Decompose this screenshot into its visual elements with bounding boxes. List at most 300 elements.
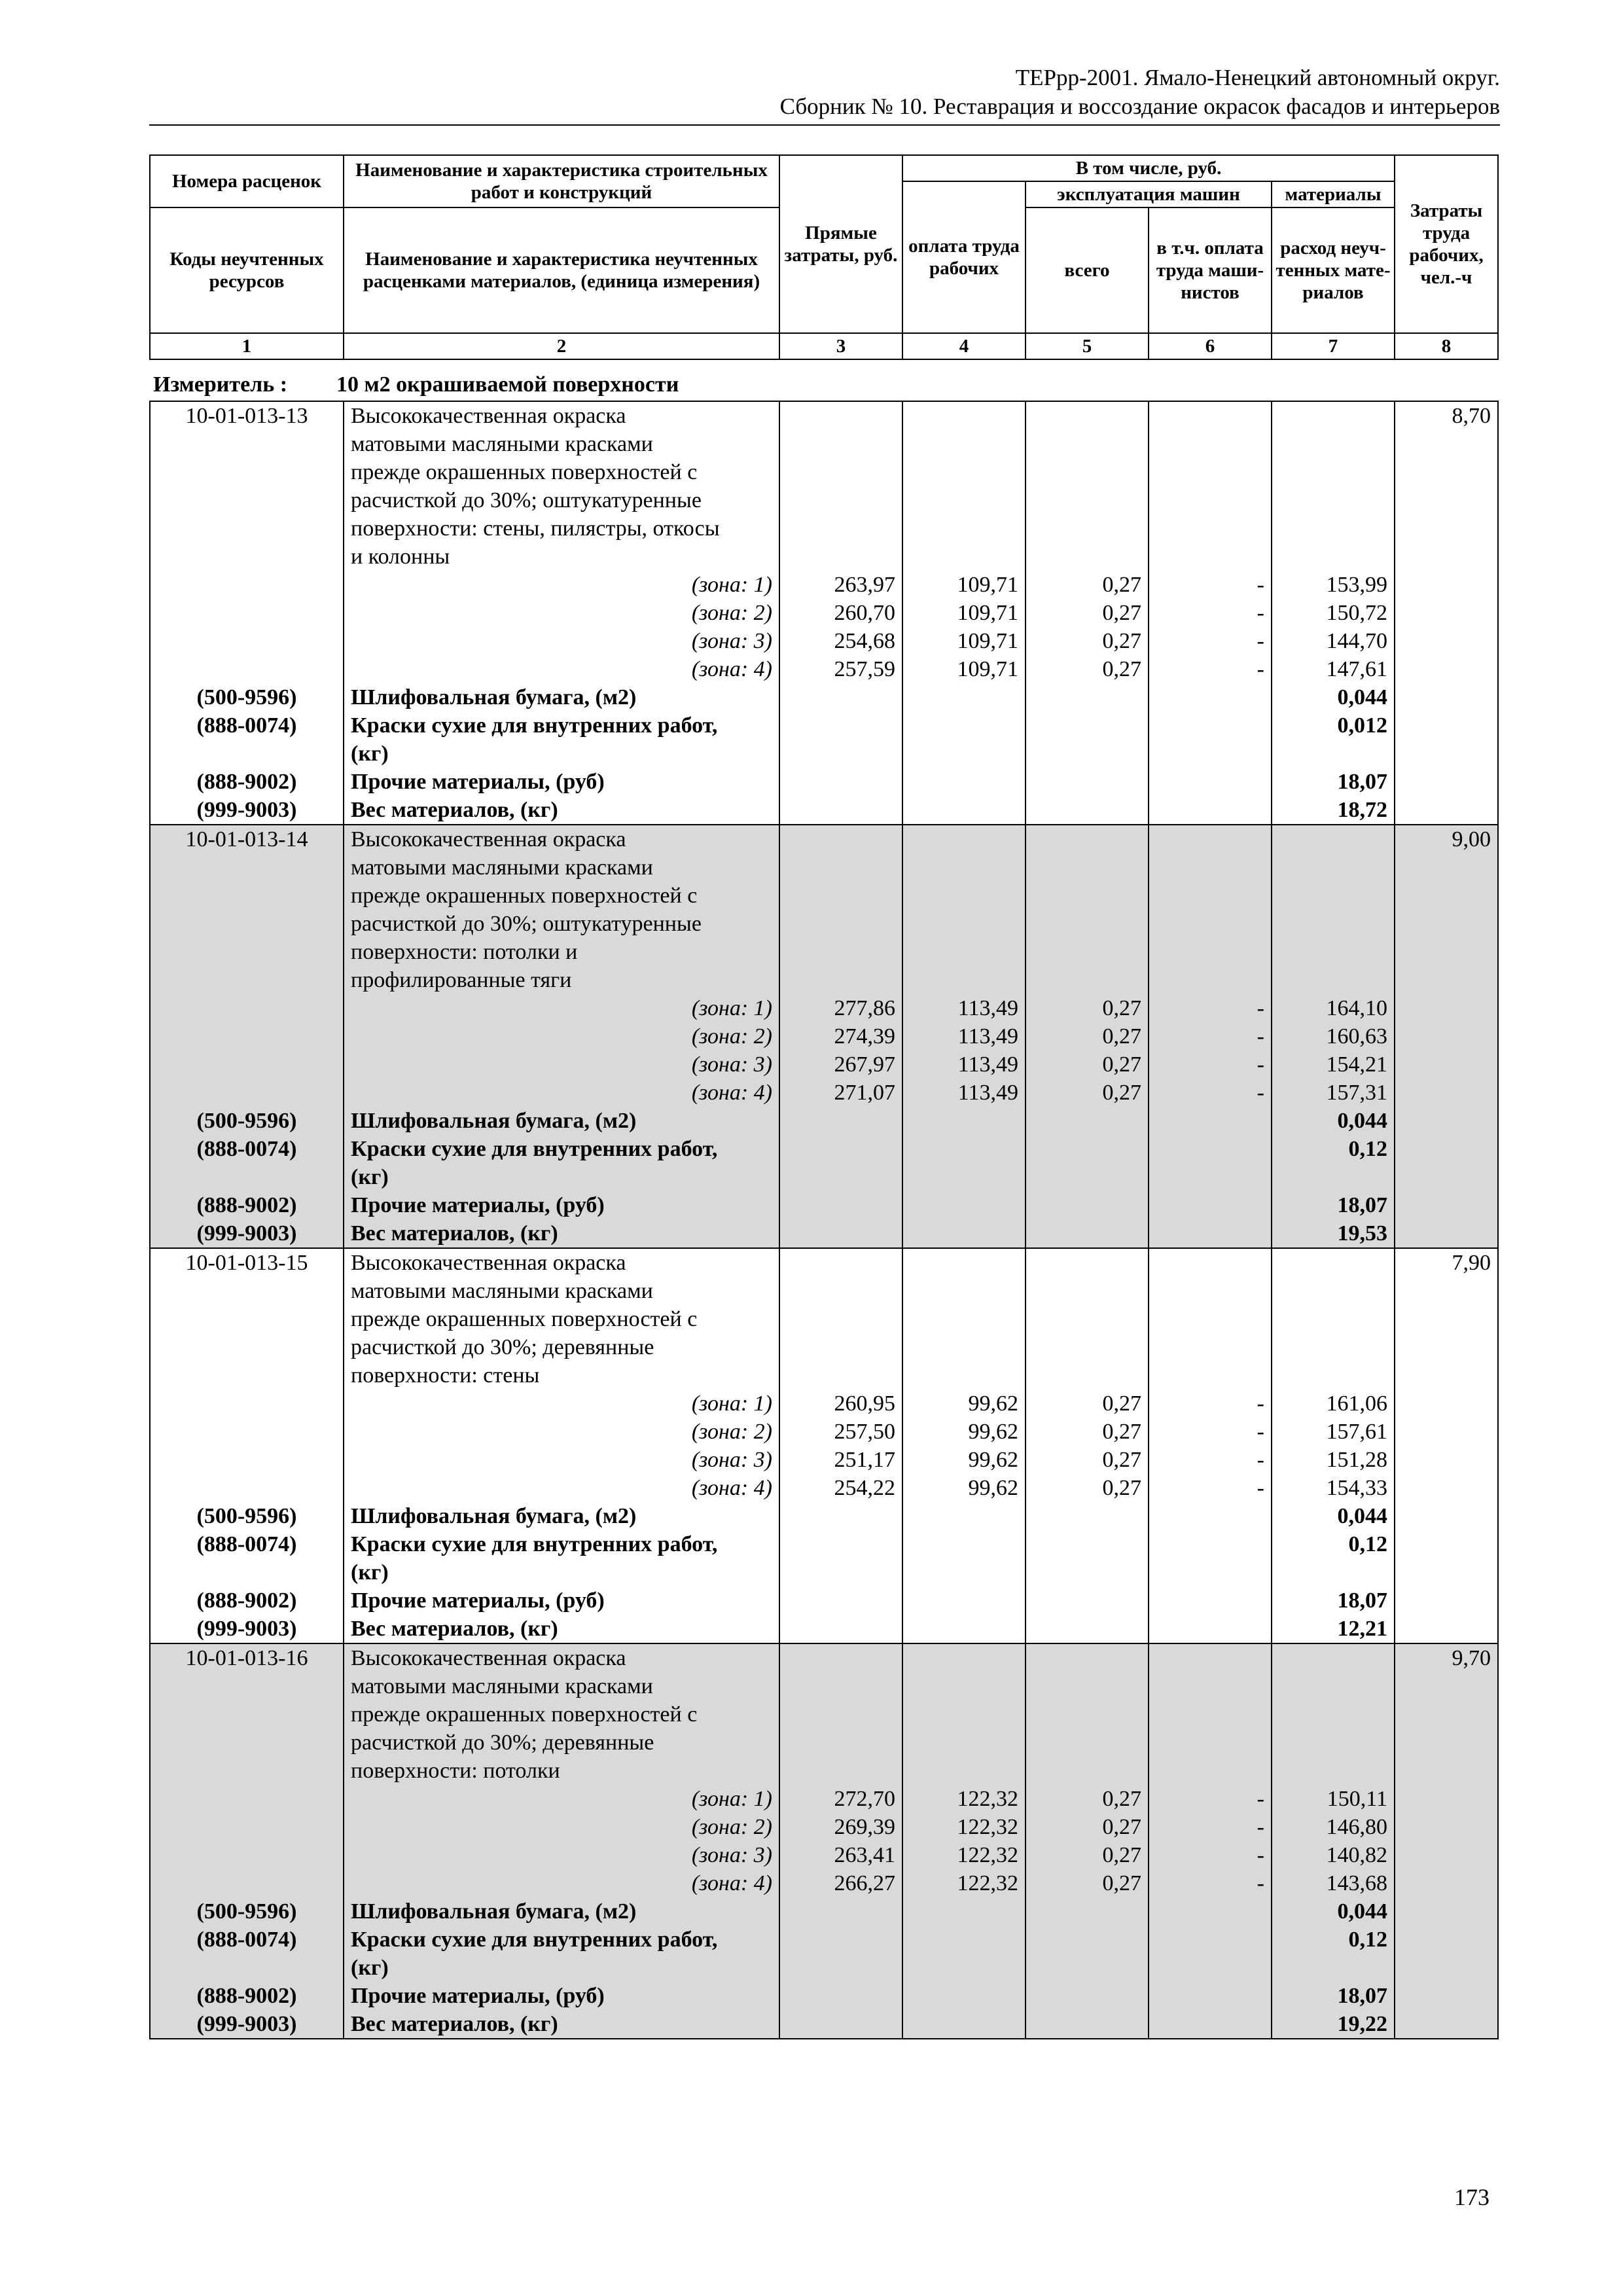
- materials-cost: 140,82: [1272, 1841, 1395, 1869]
- table-row: [150, 1841, 1498, 1869]
- table-cell: [1395, 1926, 1498, 1954]
- header-col1-bottom: Коды неучтенных ресурсов: [150, 207, 344, 333]
- resource-code: (999-9003): [150, 796, 344, 825]
- resource-code: (888-0074): [150, 1926, 344, 1954]
- table-cell: [150, 853, 344, 882]
- table-cell: [150, 994, 344, 1022]
- table-cell: [1149, 1757, 1272, 1785]
- machine-total: 0,27: [1026, 599, 1149, 627]
- rate-description-line: расчисткой до 30%; оштукатуренные: [344, 486, 779, 514]
- table-cell: [1395, 853, 1498, 882]
- table-cell: [779, 683, 902, 711]
- table-cell: [1272, 1333, 1395, 1361]
- machine-total: 0,27: [1026, 1390, 1149, 1418]
- materials-cost: 153,99: [1272, 571, 1395, 599]
- worker-pay: 99,62: [902, 1390, 1026, 1418]
- table-cell: [902, 1502, 1026, 1530]
- table-cell: [1149, 1333, 1272, 1361]
- resource-code: (500-9596): [150, 1502, 344, 1530]
- table-row: [150, 796, 1498, 825]
- direct-cost: 274,39: [779, 1022, 902, 1050]
- header-incl: В том числе, руб.: [902, 155, 1395, 181]
- table-cell: [1395, 1022, 1498, 1050]
- table-cell: [1149, 1502, 1272, 1530]
- resource-quantity: 0,12: [1272, 1135, 1395, 1163]
- table-cell: [150, 1361, 344, 1390]
- table-cell: [1149, 711, 1272, 740]
- table-row: [150, 627, 1498, 655]
- resource-code: (999-9003): [150, 1219, 344, 1248]
- table-cell: [1395, 2010, 1498, 2039]
- header-numbers-row: [150, 333, 1498, 359]
- resource-quantity: 12,21: [1272, 1615, 1395, 1643]
- table-cell: [150, 1869, 344, 1897]
- table-cell: [1026, 1643, 1149, 1672]
- table-cell: [1395, 1757, 1498, 1785]
- table-cell: [150, 1079, 344, 1107]
- table-cell: [1395, 1333, 1498, 1361]
- table-cell: [902, 1643, 1026, 1672]
- table-row: [150, 938, 1498, 966]
- table-row: [150, 1361, 1498, 1390]
- worker-pay: 122,32: [902, 1813, 1026, 1841]
- rate-description-line: поверхности: потолки и: [344, 938, 779, 966]
- table-cell: [902, 910, 1026, 938]
- table-row: [150, 1897, 1498, 1926]
- materials-cost: 161,06: [1272, 1390, 1395, 1418]
- table-cell: [902, 1135, 1026, 1163]
- table-row: [150, 1785, 1498, 1813]
- table-cell: [1272, 486, 1395, 514]
- table-cell: [1149, 1729, 1272, 1757]
- table-cell: [902, 1672, 1026, 1700]
- table-cell: [779, 1729, 902, 1757]
- header-col2-top: Наименование и характеристика строительных работ и конструкций: [344, 155, 779, 207]
- labor-cost: 9,70: [1395, 1643, 1498, 1672]
- table-cell: [1395, 486, 1498, 514]
- table-cell: [150, 571, 344, 599]
- zone-label: (зона: 3): [344, 627, 779, 655]
- table-cell: [1395, 655, 1498, 683]
- table-row: [150, 1277, 1498, 1305]
- table-cell: [1395, 683, 1498, 711]
- table-row: [150, 825, 1498, 853]
- table-row: [150, 1813, 1498, 1841]
- table-cell: [150, 740, 344, 768]
- zone-label: (зона: 2): [344, 599, 779, 627]
- table-cell: [1272, 543, 1395, 571]
- table-cell: [902, 1219, 1026, 1248]
- table-cell: [1149, 1163, 1272, 1191]
- resource-name: Шлифовальная бумага, (м2): [344, 1897, 779, 1926]
- labor-cost: 8,70: [1395, 401, 1498, 430]
- table-cell: [1395, 1418, 1498, 1446]
- table-cell: [1026, 486, 1149, 514]
- resource-code: (888-0074): [150, 1530, 344, 1558]
- table-row: [150, 1305, 1498, 1333]
- table-cell: [1395, 711, 1498, 740]
- table-row: [150, 1446, 1498, 1474]
- table-cell: [902, 1954, 1026, 1982]
- materials-cost: 157,31: [1272, 1079, 1395, 1107]
- table-row: [150, 486, 1498, 514]
- table-cell: [1395, 938, 1498, 966]
- table-cell: [779, 543, 902, 571]
- resource-quantity: 0,012: [1272, 711, 1395, 740]
- rate-description-line: поверхности: потолки: [344, 1757, 779, 1785]
- resource-quantity: 0,044: [1272, 1502, 1395, 1530]
- materials-cost: 157,61: [1272, 1418, 1395, 1446]
- resource-name: Прочие материалы, (руб): [344, 768, 779, 796]
- zone-label: (зона: 2): [344, 1022, 779, 1050]
- table-row: [150, 401, 1498, 430]
- table-cell: [1395, 1107, 1498, 1135]
- table-cell: [902, 543, 1026, 571]
- table-cell: [902, 1248, 1026, 1277]
- table-cell: [1395, 1672, 1498, 1700]
- table-cell: [1272, 1672, 1395, 1700]
- table-cell: [1026, 1672, 1149, 1700]
- direct-cost: 254,68: [779, 627, 902, 655]
- machinist-pay: -: [1149, 1022, 1272, 1050]
- resource-name: Прочие материалы, (руб): [344, 1191, 779, 1219]
- worker-pay: 109,71: [902, 627, 1026, 655]
- resource-name: Вес материалов, (кг): [344, 796, 779, 825]
- table-cell: [1026, 1191, 1149, 1219]
- table-row: [150, 1107, 1498, 1135]
- table-cell: [779, 1530, 902, 1558]
- table-cell: [1026, 768, 1149, 796]
- resource-quantity: 0,12: [1272, 1926, 1395, 1954]
- table-row: [150, 1982, 1498, 2010]
- table-cell: [1149, 825, 1272, 853]
- resource-name: Краски сухие для внутренних работ,: [344, 1530, 779, 1558]
- resource-code: (500-9596): [150, 1107, 344, 1135]
- resource-quantity: 18,72: [1272, 796, 1395, 825]
- materials-cost: 154,21: [1272, 1050, 1395, 1079]
- table-row: [150, 882, 1498, 910]
- table-row: [150, 740, 1498, 768]
- direct-cost: 260,70: [779, 599, 902, 627]
- machinist-pay: -: [1149, 599, 1272, 627]
- table-cell: [902, 1757, 1026, 1785]
- table-cell: [1395, 1982, 1498, 2010]
- table-cell: [150, 543, 344, 571]
- table-cell: [1272, 401, 1395, 430]
- table-cell: [1272, 1361, 1395, 1390]
- labor-cost: 7,90: [1395, 1248, 1498, 1277]
- rate-code: 10-01-013-16: [150, 1643, 344, 1672]
- table-cell: [779, 1926, 902, 1954]
- table-cell: [779, 796, 902, 825]
- table-cell: [1026, 938, 1149, 966]
- machinist-pay: -: [1149, 1079, 1272, 1107]
- table-cell: [1026, 458, 1149, 486]
- direct-cost: 263,97: [779, 571, 902, 599]
- direct-cost: 267,97: [779, 1050, 902, 1079]
- materials-cost: 160,63: [1272, 1022, 1395, 1050]
- resource-unit: (кг): [344, 1954, 779, 1982]
- table-cell: [1149, 966, 1272, 994]
- rate-description-line: поверхности: стены, пилястры, откосы: [344, 514, 779, 543]
- table-cell: [150, 1700, 344, 1729]
- table-cell: [779, 430, 902, 458]
- table-row: [150, 910, 1498, 938]
- rate-description-line: прежде окрашенных поверхностей с: [344, 882, 779, 910]
- table-cell: [1395, 430, 1498, 458]
- table-cell: [1149, 514, 1272, 543]
- table-cell: [1395, 882, 1498, 910]
- table-cell: [1026, 543, 1149, 571]
- resource-name: Краски сухие для внутренних работ,: [344, 711, 779, 740]
- table-cell: [1026, 683, 1149, 711]
- resource-code: (888-9002): [150, 768, 344, 796]
- table-cell: [779, 1757, 902, 1785]
- table-cell: [779, 853, 902, 882]
- table-cell: [150, 1050, 344, 1079]
- machinist-pay: -: [1149, 1841, 1272, 1869]
- rate-description-line: Высококачественная окраска: [344, 1248, 779, 1277]
- table-cell: [150, 1841, 344, 1869]
- worker-pay: 109,71: [902, 655, 1026, 683]
- table-cell: [1395, 1954, 1498, 1982]
- table-cell: [779, 1191, 902, 1219]
- running-header-subtitle: Сборник № 10. Реставрация и воссоздание окрасок фасадов и интерьеров: [779, 94, 1500, 119]
- table-cell: [1149, 1107, 1272, 1135]
- table-row: [150, 966, 1498, 994]
- zone-label: (зона: 3): [344, 1446, 779, 1474]
- table-cell: [1026, 1502, 1149, 1530]
- table-cell: [1149, 768, 1272, 796]
- resource-code: (999-9003): [150, 1615, 344, 1643]
- materials-cost: 150,11: [1272, 1785, 1395, 1813]
- header-number: 5: [1026, 333, 1149, 359]
- table-cell: [1149, 1643, 1272, 1672]
- table-cell: [1149, 1897, 1272, 1926]
- table-cell: [779, 1219, 902, 1248]
- table-cell: [779, 1107, 902, 1135]
- zone-label: (зона: 1): [344, 1785, 779, 1813]
- table-row: [150, 430, 1498, 458]
- table-cell: [1395, 768, 1498, 796]
- table-cell: [902, 740, 1026, 768]
- table-cell: [902, 430, 1026, 458]
- table-row: [150, 683, 1498, 711]
- machine-total: 0,27: [1026, 655, 1149, 683]
- table-cell: [779, 1163, 902, 1191]
- rate-description-line: расчисткой до 30%; оштукатуренные: [344, 910, 779, 938]
- rate-code: 10-01-013-13: [150, 401, 344, 430]
- table-cell: [1149, 1615, 1272, 1643]
- table-cell: [1272, 1558, 1395, 1587]
- table-cell: [1149, 430, 1272, 458]
- resource-name: Шлифовальная бумага, (м2): [344, 683, 779, 711]
- table-cell: [1026, 1615, 1149, 1643]
- table-cell: [902, 514, 1026, 543]
- header-col1-top: Номера расценок: [150, 155, 344, 207]
- header-col6: в т.ч. оплата труда маши-нистов: [1149, 207, 1272, 333]
- table-cell: [150, 1474, 344, 1502]
- table-cell: [902, 1277, 1026, 1305]
- table-cell: [150, 1785, 344, 1813]
- table-cell: [1395, 1277, 1498, 1305]
- header-col8: Затраты труда рабочих, чел.-ч: [1395, 155, 1498, 333]
- table-cell: [150, 1757, 344, 1785]
- table-cell: [779, 514, 902, 543]
- table-cell: [902, 768, 1026, 796]
- worker-pay: 113,49: [902, 1022, 1026, 1050]
- table-cell: [1272, 1954, 1395, 1982]
- resource-quantity: 0,044: [1272, 1897, 1395, 1926]
- table-cell: [1026, 1558, 1149, 1587]
- table-cell: [902, 1107, 1026, 1135]
- machinist-pay: -: [1149, 1813, 1272, 1841]
- table-cell: [779, 1558, 902, 1587]
- table-cell: [1149, 1248, 1272, 1277]
- table-cell: [1026, 1361, 1149, 1390]
- table-cell: [1026, 514, 1149, 543]
- header-col5: всего: [1026, 207, 1149, 333]
- table-row: [150, 1530, 1498, 1558]
- table-cell: [1149, 910, 1272, 938]
- table-row: [150, 1390, 1498, 1418]
- table-cell: [1395, 1700, 1498, 1729]
- table-row: [150, 1079, 1498, 1107]
- table-cell: [1026, 966, 1149, 994]
- materials-cost: 143,68: [1272, 1869, 1395, 1897]
- table-cell: [902, 853, 1026, 882]
- header-col7: расход неуч-тенных мате-риалов: [1272, 207, 1395, 333]
- direct-cost: 266,27: [779, 1869, 902, 1897]
- table-cell: [902, 1700, 1026, 1729]
- resource-quantity: 18,07: [1272, 1982, 1395, 2010]
- table-cell: [1395, 1050, 1498, 1079]
- table-row: [150, 1135, 1498, 1163]
- table-cell: [779, 966, 902, 994]
- table-cell: [1272, 1643, 1395, 1672]
- table-cell: [1395, 1729, 1498, 1757]
- materials-cost: 154,33: [1272, 1474, 1395, 1502]
- table-cell: [1395, 1361, 1498, 1390]
- worker-pay: 113,49: [902, 1079, 1026, 1107]
- table-cell: [1272, 1729, 1395, 1757]
- table-cell: [150, 430, 344, 458]
- materials-cost: 144,70: [1272, 627, 1395, 655]
- rate-description-line: расчисткой до 30%; деревянные: [344, 1333, 779, 1361]
- table-cell: [150, 486, 344, 514]
- table-cell: [1026, 1926, 1149, 1954]
- resource-quantity: 18,07: [1272, 1191, 1395, 1219]
- worker-pay: 99,62: [902, 1446, 1026, 1474]
- table-cell: [1272, 1248, 1395, 1277]
- rate-code: 10-01-013-15: [150, 1248, 344, 1277]
- zone-label: (зона: 2): [344, 1418, 779, 1446]
- table-cell: [1026, 796, 1149, 825]
- table-cell: [1149, 1926, 1272, 1954]
- table-row: [150, 1926, 1498, 1954]
- table-cell: [150, 1390, 344, 1418]
- table-cell: [779, 1277, 902, 1305]
- table-cell: [1395, 514, 1498, 543]
- table-cell: [902, 486, 1026, 514]
- table-row: [150, 768, 1498, 796]
- table-cell: [1149, 1361, 1272, 1390]
- table-cell: [1149, 1277, 1272, 1305]
- table-cell: [1395, 1135, 1498, 1163]
- direct-cost: 257,59: [779, 655, 902, 683]
- measure-line: [153, 372, 679, 398]
- table-cell: [150, 1672, 344, 1700]
- measure-value: 10 м2 окрашиваемой поверхности: [336, 372, 679, 397]
- table-cell: [1395, 1841, 1498, 1869]
- machine-total: 0,27: [1026, 571, 1149, 599]
- table-cell: [902, 1530, 1026, 1558]
- table-cell: [150, 655, 344, 683]
- table-cell: [902, 1729, 1026, 1757]
- table-cell: [779, 1897, 902, 1926]
- table-cell: [902, 1191, 1026, 1219]
- table-cell: [902, 1897, 1026, 1926]
- table-cell: [902, 966, 1026, 994]
- rate-description-line: матовыми масляными красками: [344, 1277, 779, 1305]
- machinist-pay: -: [1149, 1418, 1272, 1446]
- resource-name: Шлифовальная бумага, (м2): [344, 1502, 779, 1530]
- resource-code: (888-9002): [150, 1191, 344, 1219]
- resource-code: (500-9596): [150, 683, 344, 711]
- table-cell: [1026, 401, 1149, 430]
- machinist-pay: -: [1149, 571, 1272, 599]
- measure-label: Измеритель :: [153, 372, 288, 397]
- header-machines: эксплуатация машин: [1026, 181, 1272, 207]
- table-row: [150, 1700, 1498, 1729]
- table-cell: [779, 486, 902, 514]
- header-materials: материалы: [1272, 181, 1395, 207]
- table-cell: [1149, 1219, 1272, 1248]
- table-cell: [1026, 1897, 1149, 1926]
- table-cell: [1272, 458, 1395, 486]
- table-cell: [1026, 2010, 1149, 2039]
- machine-total: 0,27: [1026, 1022, 1149, 1050]
- table-cell: [1272, 910, 1395, 938]
- table-cell: [1395, 1615, 1498, 1643]
- rate-description-line: прежде окрашенных поверхностей с: [344, 1700, 779, 1729]
- table-cell: [1149, 882, 1272, 910]
- table-cell: [1395, 1502, 1498, 1530]
- header-number: 8: [1395, 333, 1498, 359]
- header-number: 3: [779, 333, 902, 359]
- machinist-pay: -: [1149, 1050, 1272, 1079]
- direct-cost: 277,86: [779, 994, 902, 1022]
- table-cell: [1395, 1587, 1498, 1615]
- table-cell: [1395, 1446, 1498, 1474]
- table-row: [150, 458, 1498, 486]
- table-row: [150, 1954, 1498, 1982]
- table-cell: [1149, 401, 1272, 430]
- machinist-pay: -: [1149, 655, 1272, 683]
- table-cell: [150, 910, 344, 938]
- header-col3: Прямые затраты, руб.: [779, 155, 902, 333]
- table-cell: [902, 1305, 1026, 1333]
- table-cell: [902, 796, 1026, 825]
- table-cell: [902, 882, 1026, 910]
- table-cell: [1395, 1474, 1498, 1502]
- direct-cost: 269,39: [779, 1813, 902, 1841]
- table-cell: [1149, 740, 1272, 768]
- worker-pay: 122,32: [902, 1785, 1026, 1813]
- table-cell: [779, 825, 902, 853]
- table-cell: [1026, 1587, 1149, 1615]
- table-cell: [1149, 1982, 1272, 2010]
